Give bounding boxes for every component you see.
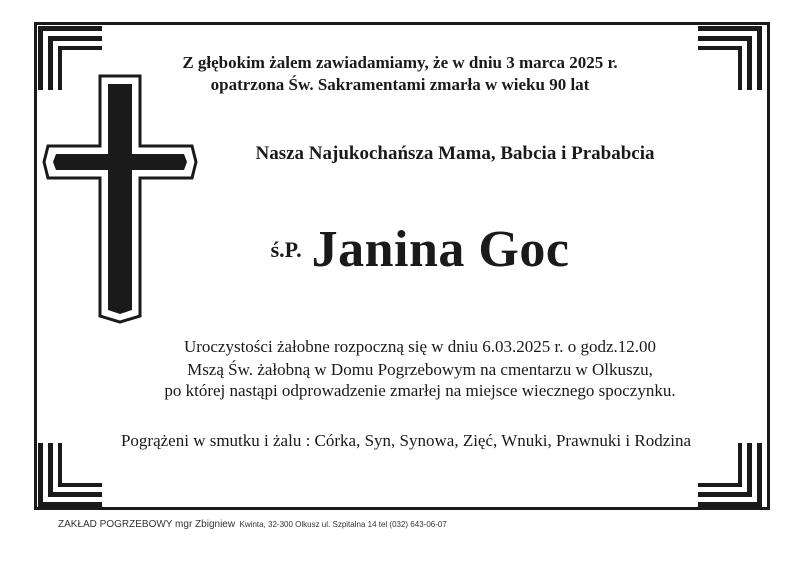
funeral-home-name: ZAKŁAD POGRZEBOWY mgr Zbigniew bbox=[58, 519, 236, 530]
deceased-name-row bbox=[190, 220, 650, 279]
funeral-home-details: Kwinta, 32-300 Olkusz ul. Szpitalna 14 tel (032) 643-06-07 bbox=[239, 520, 447, 529]
mourners-line: Pogrążeni w smutku i żalu : Córka, Syn, Synowa, Zięć, Wnuki, Prawnuki i Rodzina bbox=[120, 431, 692, 450]
deceased-relation-subtitle: Nasza Najukochańsza Mama, Babcia i Prababcia bbox=[255, 143, 655, 164]
funeral-home-footer bbox=[58, 514, 447, 532]
cross-icon bbox=[42, 72, 198, 324]
ceremony-line-3: po której nastąpi odprowadzenie zmarłej na miejsce wiecznego spoczynku. bbox=[164, 381, 676, 400]
intro-line-2: opatrzona Św. Sakramentami zmarła w wieku 90 lat bbox=[210, 75, 590, 94]
name-prefix: ś.P. bbox=[270, 236, 302, 262]
deceased-name: Janina Goc bbox=[311, 221, 570, 278]
intro-line-1: Z głębokim żalem zawiadamiamy, że w dniu 3 marca 2025 r. bbox=[182, 53, 618, 72]
corner-ornament-bottom-left-icon bbox=[38, 443, 102, 507]
ceremony-line-1: Uroczystości żałobne rozpoczną się w dniu 6.03.2025 r. o godz.12.00 bbox=[183, 337, 657, 356]
corner-ornament-bottom-right-icon bbox=[698, 443, 762, 507]
ceremony-line-2: Mszą Św. żałobną w Domu Pogrzebowym na cmentarzu w Olkuszu, bbox=[187, 360, 653, 379]
